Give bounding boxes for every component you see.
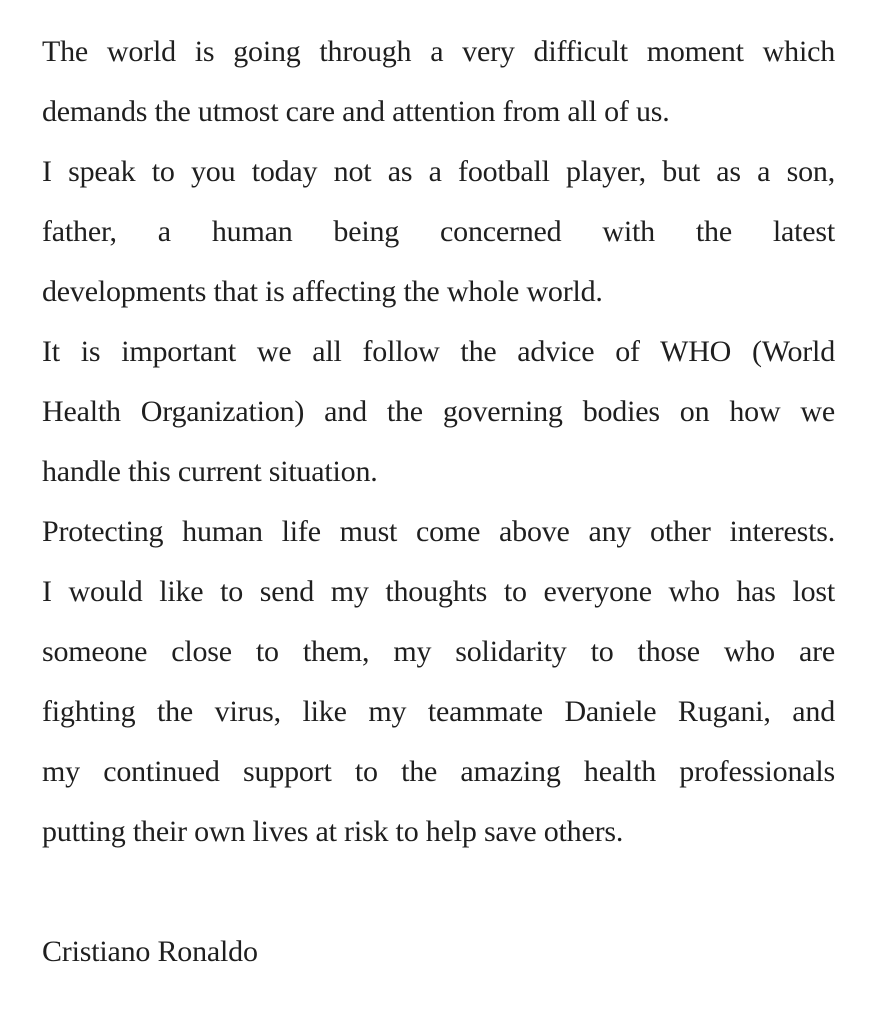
text-line: my continued support to the amazing health professionals — [42, 755, 835, 788]
text-line: putting their own lives at risk to help save others. — [42, 815, 624, 848]
text-line: demands the utmost care and attention from all of us. — [42, 95, 670, 128]
text-line: Health Organization) and the governing bodies on how we — [42, 395, 835, 428]
paragraph — [42, 142, 835, 322]
text-line: father, a human being concerned with the latest — [42, 215, 835, 248]
text-line: I would like to send my thoughts to everyone who has lost — [42, 575, 835, 608]
statement-body — [42, 22, 835, 862]
text-line: The world is going through a very difficult moment which — [42, 35, 835, 68]
text-line: someone close to them, my solidarity to those who are — [42, 635, 835, 668]
text-line: fighting the virus, like my teammate Daniele Rugani, and — [42, 695, 835, 728]
text-line: I speak to you today not as a football player, but as a son, — [42, 155, 835, 188]
paragraph — [42, 322, 835, 502]
text-line: developments that is affecting the whole world. — [42, 275, 603, 308]
text-line: Protecting human life must come above any other interests. — [42, 515, 835, 548]
paragraph — [42, 22, 835, 142]
signature: Cristiano Ronaldo — [42, 935, 258, 968]
paragraph — [42, 502, 835, 862]
text-line: It is important we all follow the advice of WHO (World — [42, 335, 835, 368]
text-line: handle this current situation. — [42, 455, 378, 488]
